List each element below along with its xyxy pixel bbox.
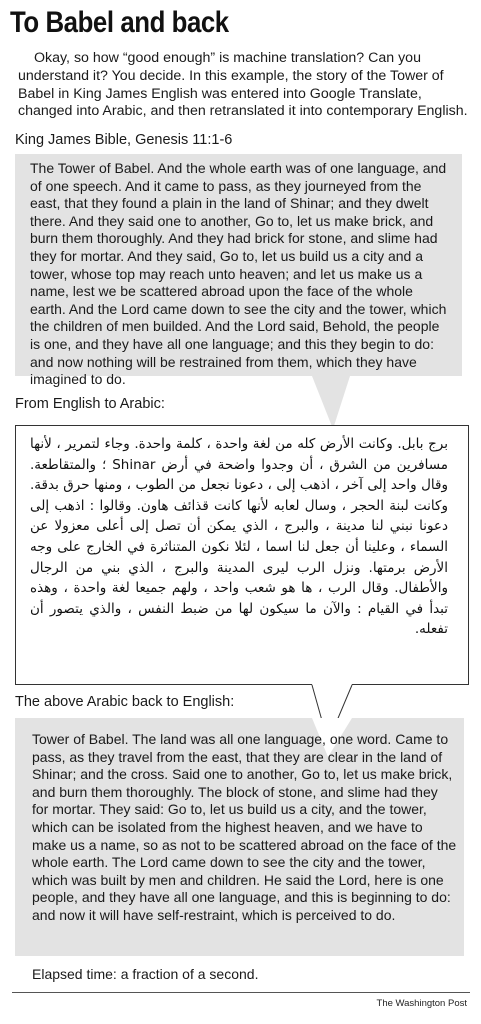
back-translation-text: Tower of Babel. The land was all one language, one word. Came to pass, as they travel from the east, that they are clear in the land of Shinar; and the cross. Said one to another, Go to, let us make brick, and burn them thoroughly. The block of stone, and slime had they for mortar. They said: Go to, let us build us a city, and the tower, which can be isolated from the highest heaven, and we have to make us a name, so as not to be scattered abroad on the face of the whole earth. The Lord came down to see the city and the tower, which was built by men and children. He said the Lord, here is one people, and they have all one language, and this is beginning to do: and now it will have self-restraint, which is perceived to do. <box>32 731 457 923</box>
arabic-text-box <box>15 425 469 685</box>
intro-paragraph: Okay, so how “good enough” is machine translation? Can you understand it? You decide. In this example, the story of the Tower of Babel in King James English was entered into Google Translate, changed into Arabic, and then retranslated it into contemporary English. <box>18 50 468 120</box>
arabic-text: برج بابل. وكانت الأرض كله من لغة واحدة ، كلمة واحدة. وجاء لتمرير ، لأنها مسافرين من الشرق ، أن وجدوا واضحة في أرض Shinar ؛ والمتقاطعة. وقال واحد إلى آخر ، اذهب إلى ، دعونا نجعل من الطوب ، ومنها حرق بدقة. وكانت لبنة الحجر ، وسال لعابه لأنها كانت قذائف هاون. وقالوا : اذهب إلى دعونا نبني لنا مدينة ، والبرج ، الذي يمكن أن تصل إلى أعلى معزولا عن السماء ، وعلينا أن جعل لنا اسما ، لئلا نكون المتناثرة في الخارج على وجه الأرض برمتها. ونزل الرب ليرى المدينة والبرج ، الذي بني من الرجال والأطفال. وقال الرب ، ها هو شعب واحد ، ولهم جميعا لغة واحدة ، وهذه تبدأ في القيام : والآن ما سيكون لها من ضبط النفس ، والذي يتصور أن تفعله. <box>30 436 448 638</box>
footer-divider <box>12 992 470 993</box>
source-credit: The Washington Post <box>376 998 467 1009</box>
kjv-label: King James Bible, Genesis 11:1-6 <box>15 132 233 148</box>
elapsed-time: Elapsed time: a fraction of a second. <box>32 966 259 982</box>
page-title: To Babel and back <box>10 6 229 39</box>
back-translation-label: The above Arabic back to English: <box>15 694 235 710</box>
arabic-label: From English to Arabic: <box>15 396 165 412</box>
kjv-text: The Tower of Babel. And the whole earth was of one language, and of one speech. And it came to pass, as they journeyed from the east, that they found a plain in the land of Shinar; and they dwelt there. And they said one to another, Go to, let us make brick, and burn them thoroughly. And they had brick for stone, and slime had they for mortar. And they said, Go to, let us build us a city and a tower, whose top may reach unto heaven; and let us make us a name, lest we be scattered abroad upon the face of the whole earth. And the Lord came down to see the city and the tower, which the children of men builded. And the Lord said, Behold, the people is one, and they have all one language; and this they begin to do: and now nothing will be restrained from them, which they have imagined to do. <box>30 160 447 388</box>
